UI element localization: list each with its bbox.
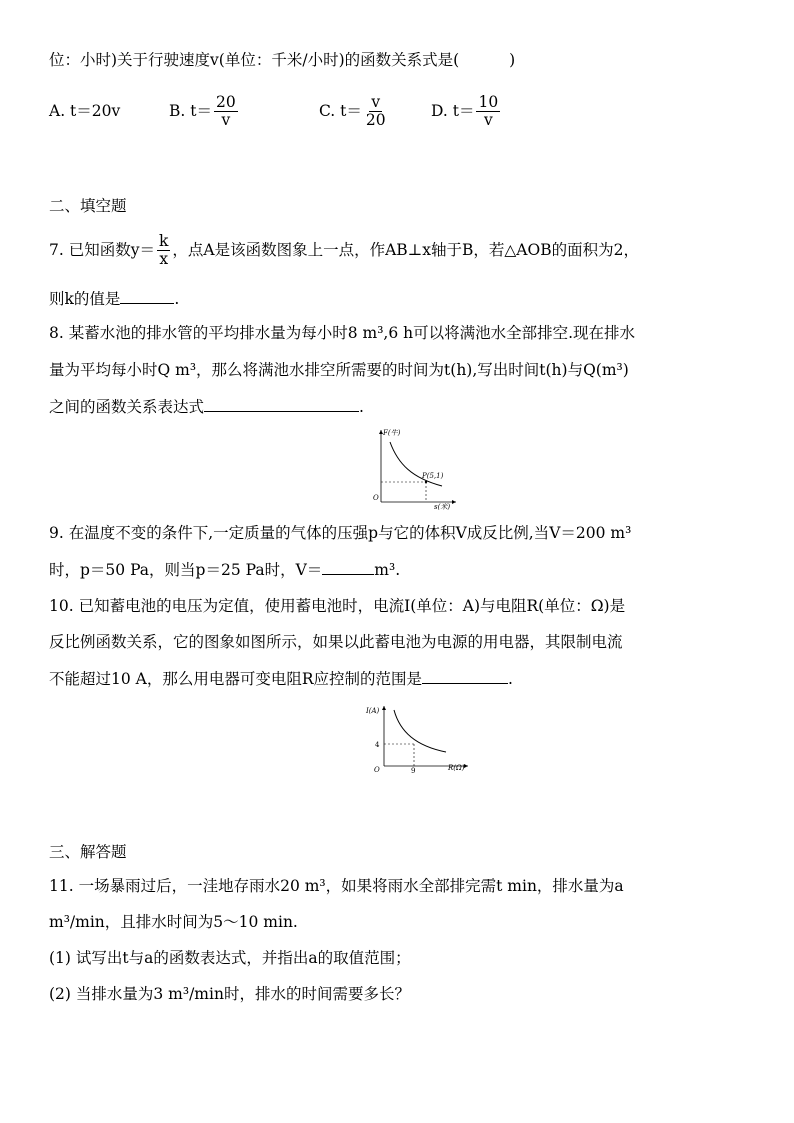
option-c[interactable]	[319, 88, 390, 134]
q9-answer-blank[interactable]	[322, 559, 374, 575]
option-d-denominator: v	[483, 110, 493, 129]
q7-numerator: k	[158, 231, 169, 250]
q10-line3	[49, 668, 754, 689]
y-tick-label: 4	[375, 741, 380, 749]
origin-label: O	[373, 494, 379, 502]
q8-answer-blank[interactable]	[204, 396, 359, 412]
x-axis-label: s(米)	[434, 503, 451, 510]
option-d-label: D. t＝	[431, 102, 475, 120]
q7-answer-blank[interactable]	[120, 288, 174, 304]
origin-label: O	[374, 766, 380, 774]
q10-line3-pre: 不能超过10 A，那么用电器可变电阻R应控制的范围是	[49, 670, 423, 688]
q11-line2: m³/min，且排水时间为5～10 min.	[49, 913, 298, 931]
option-a[interactable]	[49, 88, 120, 134]
q10-line1: 10. 已知蓄电池的电压为定值，使用蓄电池时，电流I(单位：A)与电阻R(单位：Ω)是	[49, 597, 626, 615]
option-d[interactable]	[431, 88, 502, 134]
option-b-numerator: 20	[215, 92, 236, 111]
q8-line3	[49, 396, 754, 417]
q8-line1: 8. 某蓄水池的排水管的平均排水量为每小时8 m³,6 h可以将满池水全部排空.现在排水	[49, 324, 636, 342]
q11-sub1: (1) 试写出t与a的函数表达式，并指出a的取值范围；	[49, 949, 411, 967]
y-axis-arrow	[382, 706, 386, 710]
q7-denominator: x	[159, 249, 169, 268]
q7-post: ，点A是该函数图象上一点，作AB⊥x轴于B，若△AOB的面积为2，	[172, 241, 639, 259]
y-axis-label: F(牛)	[383, 429, 401, 437]
q7-line2-post: .	[174, 290, 180, 308]
q8-line3-pre: 之间的函数关系表达式	[49, 398, 205, 416]
q8-line2: 量为平均每小时Q m³，那么将满池水排空所需要的时间为t(h),写出时间t(h)与Q(m³)	[49, 361, 629, 379]
q10-line3-post: .	[508, 670, 513, 688]
q10-answer-blank[interactable]	[422, 668, 508, 684]
option-b[interactable]	[169, 88, 240, 134]
option-b-label: B. t＝	[169, 102, 212, 120]
q6-options	[49, 88, 754, 134]
option-c-fraction	[364, 94, 388, 129]
section-heading-fill-in: 二、填空题	[49, 197, 127, 215]
point-p	[425, 481, 427, 483]
q8-line3-post: .	[359, 398, 364, 416]
x-axis-arrow	[464, 764, 468, 768]
y-axis-label: I(A)	[366, 707, 380, 715]
q11-sub2: (2) 当排水量为3 m³/min时，排水的时间需要多长？	[49, 985, 410, 1003]
q9-line2-pre: 时，p＝50 Pa，则当p＝25 Pa时，V＝	[49, 561, 323, 579]
point-p-label: P(5,1)	[422, 472, 444, 480]
option-c-denominator: 20	[365, 110, 386, 129]
q9-line1: 9. 在温度不变的条件下,一定质量的气体的压强p与它的体积V成反比例,当V＝200 m³	[49, 524, 632, 542]
option-b-fraction	[214, 94, 238, 129]
option-c-numerator: v	[371, 92, 381, 111]
option-d-numerator: 10	[478, 92, 499, 111]
option-d-fraction	[476, 94, 500, 129]
x-axis-arrow	[452, 500, 456, 504]
option-b-denominator: v	[221, 110, 231, 129]
current-resistance-graph	[360, 702, 470, 774]
option-c-label: C. t＝	[319, 102, 362, 120]
q10-line2: 反比例函数关系，它的图象如图所示，如果以此蓄电池为电源的用电器，其限制电流	[49, 633, 623, 651]
q6-stem	[49, 50, 754, 70]
x-tick-label: 9	[411, 767, 416, 774]
hyperbola-curve	[394, 710, 446, 752]
q7-line2	[49, 288, 754, 309]
q9-line2-post: m³.	[374, 561, 401, 579]
q7-pre: 7. 已知函数y＝	[49, 241, 155, 259]
q9-line2	[49, 559, 754, 580]
q7-fraction	[157, 233, 170, 268]
q6-stem-end: )	[509, 51, 516, 69]
option-a-label: A. t＝20v	[49, 102, 121, 120]
q6-stem-text: 位：小时)关于行驶速度v(单位：千米/小时)的函数关系式是(	[49, 51, 460, 69]
q7-line1	[49, 228, 754, 272]
q7-line2-pre: 则k的值是	[49, 290, 121, 308]
q11-line1: 11. 一场暴雨过后，一洼地存雨水20 m³，如果将雨水全部排完需t min，排水量为a	[49, 877, 624, 895]
x-axis-label: R(Ω)	[448, 764, 465, 772]
section-heading-answer: 三、解答题	[49, 843, 127, 861]
force-distance-graph	[368, 426, 460, 510]
